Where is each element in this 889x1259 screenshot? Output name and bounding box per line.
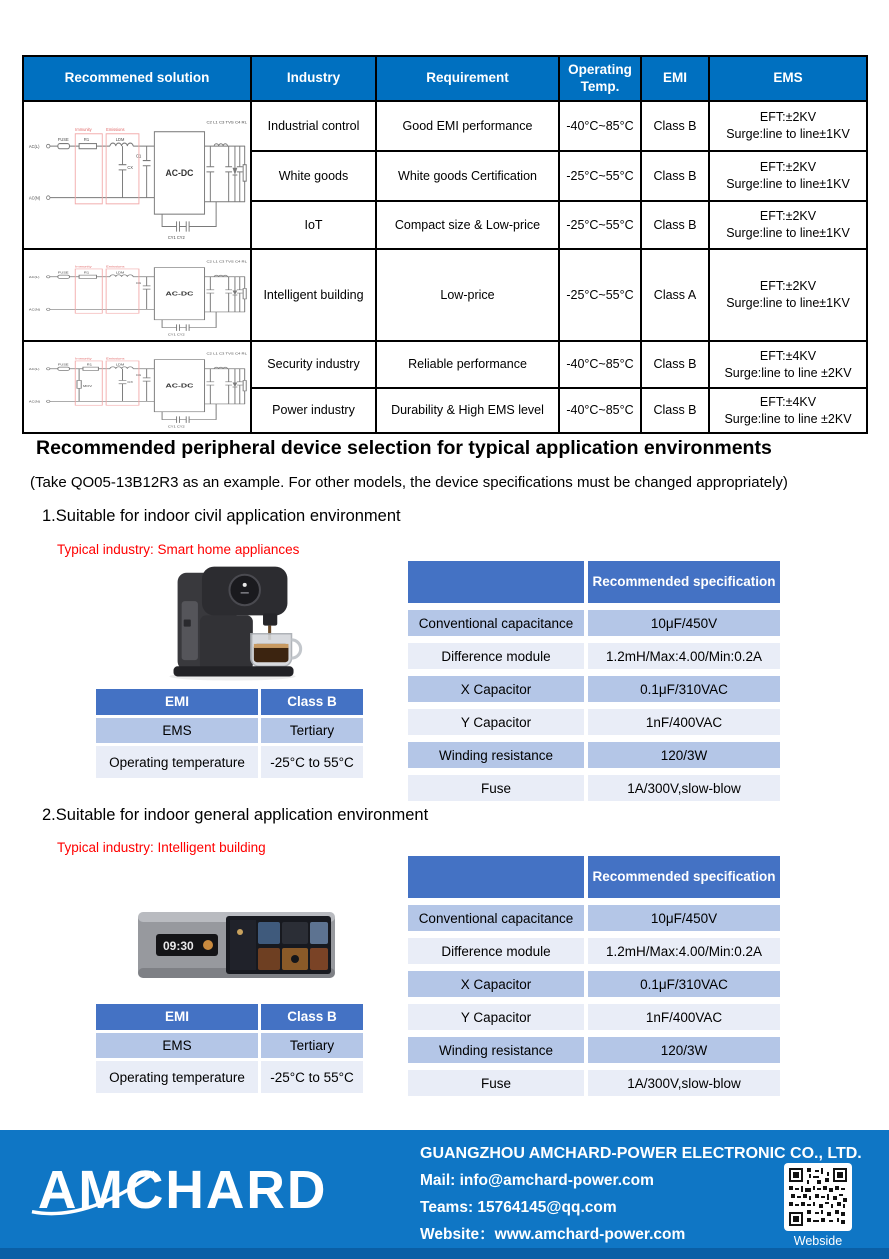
circuit-label-immunity: Immunity [75,127,92,133]
circuit-label-c1: C1 [136,153,142,159]
circuit-label-fuse: FUSE [57,136,69,143]
ems-eft: EFT:±2KV [759,209,817,224]
ems-cell [709,341,867,388]
circuit-label-ldm: LDM [115,136,125,143]
circuit-label-cy: CY1 CY2 [167,425,185,429]
solution-comparison-table [22,55,868,434]
section1-industry-note: Typical industry: Smart home appliances [57,542,300,557]
circuit-label-cx: CX [127,164,133,170]
spec-label: Y Capacitor [408,1004,584,1030]
circuit-label-emissions: Emissions [106,264,125,269]
spec-value: 1nF/400VAC [588,709,780,735]
circuit-diagram-lowcost [27,252,247,338]
operating-temp-label: Operating temperature [96,746,258,778]
circuit-label-emissions: Emissions [106,356,125,361]
circuit-label-ldm: LDM [115,363,125,367]
spec-value: 1nF/400VAC [588,1004,780,1030]
contact-website: Website：www.amchard-power.com [420,1226,686,1243]
spec-label: Fuse [408,775,584,801]
spec-label: Conventional capacitance [408,610,584,636]
ems-cell [709,201,867,249]
section1-heading: 1.Suitable for indoor civil application environment [42,507,401,525]
circuit-output-labels: C2 L1 C3 TVS C4 RL [206,120,247,125]
qr-code-image [789,1168,847,1226]
spec-label: Difference module [408,938,584,964]
circuit-label-cy: CY1 CY2 [167,333,185,337]
circuit-label-acl: AC(L) [28,144,40,150]
circuit-label-fuse: FUSE [57,363,69,367]
spec-value: 10μF/450V [588,905,780,931]
circuit-label-emissions: Emissions [106,127,125,133]
requirement-cell: Reliable performance [376,341,559,388]
circuit-label-r1: R1 [83,136,90,143]
spec-header-empty [408,561,584,603]
emi-header-value: Class B [261,1004,363,1030]
ems-label: EMS [96,1033,258,1058]
emi-cell: Class B [641,201,709,249]
circuit-label-cx: CX [127,380,133,384]
requirement-cell: Compact size & Low-price [376,201,559,249]
emi-cell: Class B [641,388,709,433]
spec-value: 1A/300V,slow-blow [588,775,780,801]
ems-surge: Surge:line to line±1KV [726,226,850,240]
col-header-ems: EMS [709,56,867,101]
circuit-label-acl: AC(L) [28,367,40,371]
spec-value: 120/3W [588,742,780,768]
circuit-cell-group1 [23,101,251,249]
col-header-emi: EMI [641,56,709,101]
circuit-label-fuse: FUSE [57,271,69,275]
ems-eft: EFT:±4KV [759,348,817,363]
spec-value: 1A/300V,slow-blow [588,1070,780,1096]
spec-label: X Capacitor [408,676,584,702]
circuit-diagram-standard [27,107,247,243]
ems-surge: Surge:line to line ±2KV [724,411,852,426]
temp-cell: -25°C~55°C [559,151,641,201]
ems-surge: Surge:line to line±1KV [726,127,850,141]
amchard-logo [30,1152,366,1224]
circuit-label-acn: AC(N) [28,400,41,404]
spec-header-recommended: Recommended specification [588,856,780,898]
industry-cell: Security industry [251,341,376,388]
ems-cell [709,151,867,201]
emi-header-label: EMI [96,689,258,715]
spec-label: Y Capacitor [408,709,584,735]
operating-temp-label: Operating temperature [96,1061,258,1093]
requirement-cell: Good EMI performance [376,101,559,151]
emi-summary-table-2 [93,1001,366,1096]
page-subtitle-note: (Take QO05-13B12R3 as an example. For other models, the device specifications must be changed appropriately) [30,474,788,491]
circuit-output-labels: C2 L1 C3 TVS C4 RL [206,352,247,356]
spec-table-2 [404,849,784,1103]
circuit-label-c1: C1 [136,281,142,285]
ems-eft: EFT:±2KV [759,110,817,125]
ems-value: Tertiary [261,718,363,743]
spec-header-empty [408,856,584,898]
col-header-solution: Recommened solution [23,56,251,101]
circuit-label-acdc: AC-DC [165,167,194,179]
spec-value: 1.2mH/Max:4.00/Min:0.2A [588,643,780,669]
page-title: Recommended peripheral device selection for typical application environments [36,437,772,459]
spec-label: Winding resistance [408,742,584,768]
circuit-diagram-rugged [27,344,247,430]
spec-value: 1.2mH/Max:4.00/Min:0.2A [588,938,780,964]
temp-cell: -25°C~55°C [559,201,641,249]
circuit-label-r1: R1 [86,363,92,367]
qr-code-label: Webside [793,1234,843,1248]
footer-bottom-strip [0,1248,889,1259]
ems-eft: EFT:±4KV [759,394,817,409]
intelligent-building-panel-photo [133,896,340,993]
ems-label: EMS [96,718,258,743]
ems-surge: Surge:line to line±1KV [726,177,850,191]
ems-eft: EFT:±2KV [759,279,817,294]
emi-cell: Class B [641,101,709,151]
circuit-label-acn: AC(N) [28,308,41,312]
circuit-label-r1: R1 [83,271,90,275]
company-name: GUANGZHOU AMCHARD-POWER ELECTRONIC CO., LTD. [420,1145,862,1162]
operating-temp-value: -25°C to 55°C [261,746,363,778]
circuit-label-mov: MOV [82,384,93,388]
spec-value: 10μF/450V [588,610,780,636]
page-footer [0,1130,889,1259]
ems-cell [709,101,867,151]
temp-cell: -40°C~85°C [559,388,641,433]
col-header-operating-temp: Operating Temp. [559,56,641,101]
industry-cell: Intelligent building [251,249,376,341]
col-header-industry: Industry [251,56,376,101]
section2-industry-note: Typical industry: Intelligent building [57,840,266,855]
operating-temp-value: -25°C to 55°C [261,1061,363,1093]
circuit-label-acdc: AC-DC [165,290,194,298]
spec-label: X Capacitor [408,971,584,997]
industry-cell: Power industry [251,388,376,433]
temp-cell: -40°C~85°C [559,341,641,388]
circuit-label-ldm: LDM [115,271,125,275]
circuit-label-acl: AC(L) [28,275,40,279]
emi-cell: Class A [641,249,709,341]
ems-eft: EFT:±2KV [759,160,817,175]
circuit-label-cy: CY1 CY2 [167,234,185,240]
spec-label: Difference module [408,643,584,669]
emi-header-label: EMI [96,1004,258,1030]
spec-value: 0.1μF/310VAC [588,676,780,702]
spec-table-1 [404,554,784,808]
emi-cell: Class B [641,151,709,201]
requirement-cell: Durability & High EMS level [376,388,559,433]
circuit-cell-group3 [23,341,251,433]
spec-label: Fuse [408,1070,584,1096]
emi-cell: Class B [641,341,709,388]
circuit-output-labels: C2 L1 C3 TVS C4 RL [206,260,247,264]
circuit-label-immunity: Immunity [75,356,92,361]
industry-cell: IoT [251,201,376,249]
circuit-label-immunity: Immunity [75,264,92,269]
spec-label: Winding resistance [408,1037,584,1063]
circuit-label-acn: AC(N) [28,195,41,201]
section2-heading: 2.Suitable for indoor general application environment [42,806,429,824]
panel-clock-text: 09:30 [163,939,194,953]
industry-cell: White goods [251,151,376,201]
amchard-logo-text: AMCHARD [37,1160,328,1220]
circuit-cell-group2 [23,249,251,341]
emi-header-value: Class B [261,689,363,715]
smart-home-appliance-photo [143,558,321,683]
spec-header-recommended: Recommended specification [588,561,780,603]
col-header-requirement: Requirement [376,56,559,101]
spec-value: 120/3W [588,1037,780,1063]
spec-label: Conventional capacitance [408,905,584,931]
circuit-label-c1: C1 [136,373,142,377]
emi-summary-table-1 [93,686,366,781]
contact-mail: Mail: info@amchard-power.com [420,1172,654,1189]
requirement-cell: Low-price [376,249,559,341]
industry-cell: Industrial control [251,101,376,151]
spec-value: 0.1μF/310VAC [588,971,780,997]
temp-cell: -40°C~85°C [559,101,641,151]
temp-cell: -25°C~55°C [559,249,641,341]
ems-value: Tertiary [261,1033,363,1058]
ems-cell [709,388,867,433]
website-qr-code [784,1163,852,1231]
ems-cell [709,249,867,341]
requirement-cell: White goods Certification [376,151,559,201]
contact-teams: Teams: 15764145@qq.com [420,1199,617,1216]
circuit-label-acdc: AC-DC [165,382,194,390]
ems-surge: Surge:line to line±1KV [726,296,850,310]
ems-surge: Surge:line to line ±2KV [724,365,852,380]
